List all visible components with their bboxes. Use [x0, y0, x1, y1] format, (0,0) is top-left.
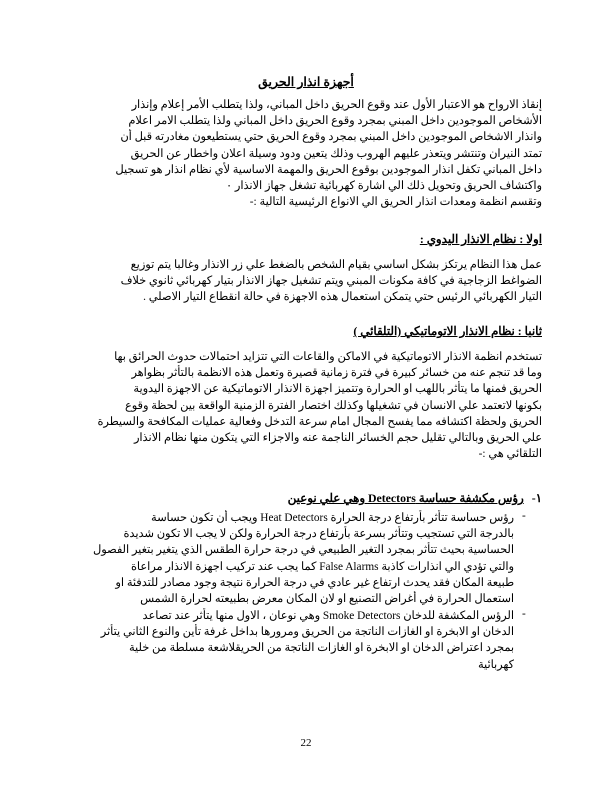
bullet2-line: بمجرد اعتراض الدخان او الابخرة او الغازات الناتجة من الحريقلاشعة مسلطة من خلية	[128, 642, 514, 655]
section1-line: الضواغط الزجاجية في كافة مكونات المبني ويتم تشغيل جهاز الانذار بتيار كهربائي ثانوي خلاف	[120, 275, 542, 288]
section1-line: عمل هذا النظام يرتكز بشكل اساسي بقيام الشخص بالضغط علي زر الانذار وغالبا يتم توزيع	[130, 259, 542, 271]
intro-line: الأشخاص الموجودين داخل المبني بمجرد وقوع الحريق داخل المباني ولذا يتطلب الامر اعلام	[128, 115, 542, 128]
section2-line: الحريق فمنها ما يتأثر باللهب او الحرارة وتتميز اجهزة الانذار الاتوماتيكية عن الاجهزة اليدوية	[133, 383, 542, 396]
bullet-marker: -	[522, 608, 526, 620]
section2-line: الحريق ولحظة اكتشافه مما يفسح المجال امام سرعة التدخل وفعالية عمليات المكافحة والسيطرة	[97, 415, 542, 428]
intro-line: داخل المباني تكفل انذار الموجودين بوقوع الحريق والمهمة الاساسية لأي نظام انذار هو تسجيل	[115, 163, 542, 176]
intro-line: واكتشاف الحريق وتحويل ذلك الي اشارة كهربائية تشغل جهاز الانذار ٠	[225, 179, 542, 192]
subsection-label: رؤس مكشفة حساسة Detectors وهي علي نوعين	[287, 491, 524, 505]
subsection-number: ١-	[531, 491, 542, 505]
bullet1-line: رؤس حساسة تتأثر بأرتفاع درجة الحرارة Heat Detectors ويجب أن تكون حساسة	[151, 512, 514, 524]
section2-line: تستخدم انظمة الانذار الاتوماتيكية في الاماكن والقاعات التي تتزايد احتمالات حدوث الحرائق بها	[114, 351, 542, 363]
bullet1-line: طبيعة المكان فقد يحدث ارتفاع غير عادي في درجة الحرارة نتيجة وجود مصادر للتدفئة او	[115, 576, 514, 589]
section2-line: التلقائي هي :-	[478, 448, 542, 461]
subsection-heading	[64, 491, 542, 506]
bullet2-paragraph	[64, 608, 514, 673]
bullet2-line: الرؤس المكشفة للدخان Smoke Detectors وهي نوعان ، الاول منها يتأثر عند تصاعد	[142, 610, 514, 622]
page-number: 22	[300, 737, 312, 749]
section2-heading: ثانيا : نظام الانذار الاتوماتيكي (التلقائي )	[353, 324, 542, 338]
bullet1-paragraph	[64, 510, 514, 607]
bullet1-line: والتي تؤدي الي انذارات كاذبة False Alarms كما يجب عند تركيب اجهزة الانذار مراعاة	[130, 560, 514, 573]
intro-line: إنقاذ الارواح هو الاعتبار الأول عند وقوع الحريق داخل المباني، ولذا يتطلب الأمر إعلام وإنذار	[131, 99, 542, 111]
intro-line: وانذار الاشخاص الموجودين داخل المبني بمجرد وقوع الحريق حتي يستطيعون مغادرته قبل أن	[120, 131, 542, 144]
section2-line: بكونها لاتعتمد علي الانسان في تشغيلها وكذلك اختصار الفترة الزمنية الواقعة بين لحظة وقوع	[124, 399, 542, 412]
bullet-marker: -	[522, 510, 526, 522]
bullet1-line: الحساسية بحيث تتأثر بمجرد التغير الطبيعي في درجة حرارة الطقس الذي يتغير بتغير الفصول	[92, 544, 514, 557]
section2-paragraph	[64, 349, 542, 462]
bullet2-line: كهربائية	[477, 658, 514, 671]
bullet1-line: بالدرجة التي تستجيب وتتأثر بسرعة بأرتفاع درجة الحرارة ولكن لا يجب الا تكون شديدة	[123, 528, 514, 541]
bullet2-line: الدخان او الابخرة او الغازات الناتجة من الحريق ومرورها بداخل غرفة تأين والنوع الثاني يتأثر	[100, 626, 514, 639]
section1-paragraph	[64, 257, 542, 306]
intro-paragraph	[64, 97, 542, 210]
section1-line: التيار الكهربائي الرئيس حتي يتمكن استعمال هذه الاجهزة في حالة انقطاع التيار الاصلي .	[143, 291, 542, 304]
section1-heading: اولا : نظام الانذار اليدوي :	[419, 232, 542, 246]
intro-line: تمتد النيران وتنتشر ويتعذر عليهم الهروب وذلك يتعين ودود وسيلة اعلان واخطار عن الحريق	[130, 147, 542, 160]
intro-line: وتقسم انظمة ومعدات انذار الحريق الي الانواع الرئيسية التالية :-	[249, 196, 542, 209]
section2-line: علي الحريق وبالتالي تقليل حجم الخسائر الناجمة عنه والاجزاء التي يتكون منها نظام الانذار	[133, 431, 542, 444]
page-title: أجهزة انذار الحريق	[258, 75, 354, 89]
section2-line: وما قد تنجم عنه من خسائر كبيرة في فترة زمانية قصيرة وتعمل هذه الانظمة بالتأثر بظواهر	[131, 367, 542, 380]
bullet1-line: استعمال الحرارة في أغراض التصنيع او لان المكان معرض بطبيعته لحرارة الشمس	[140, 592, 514, 605]
